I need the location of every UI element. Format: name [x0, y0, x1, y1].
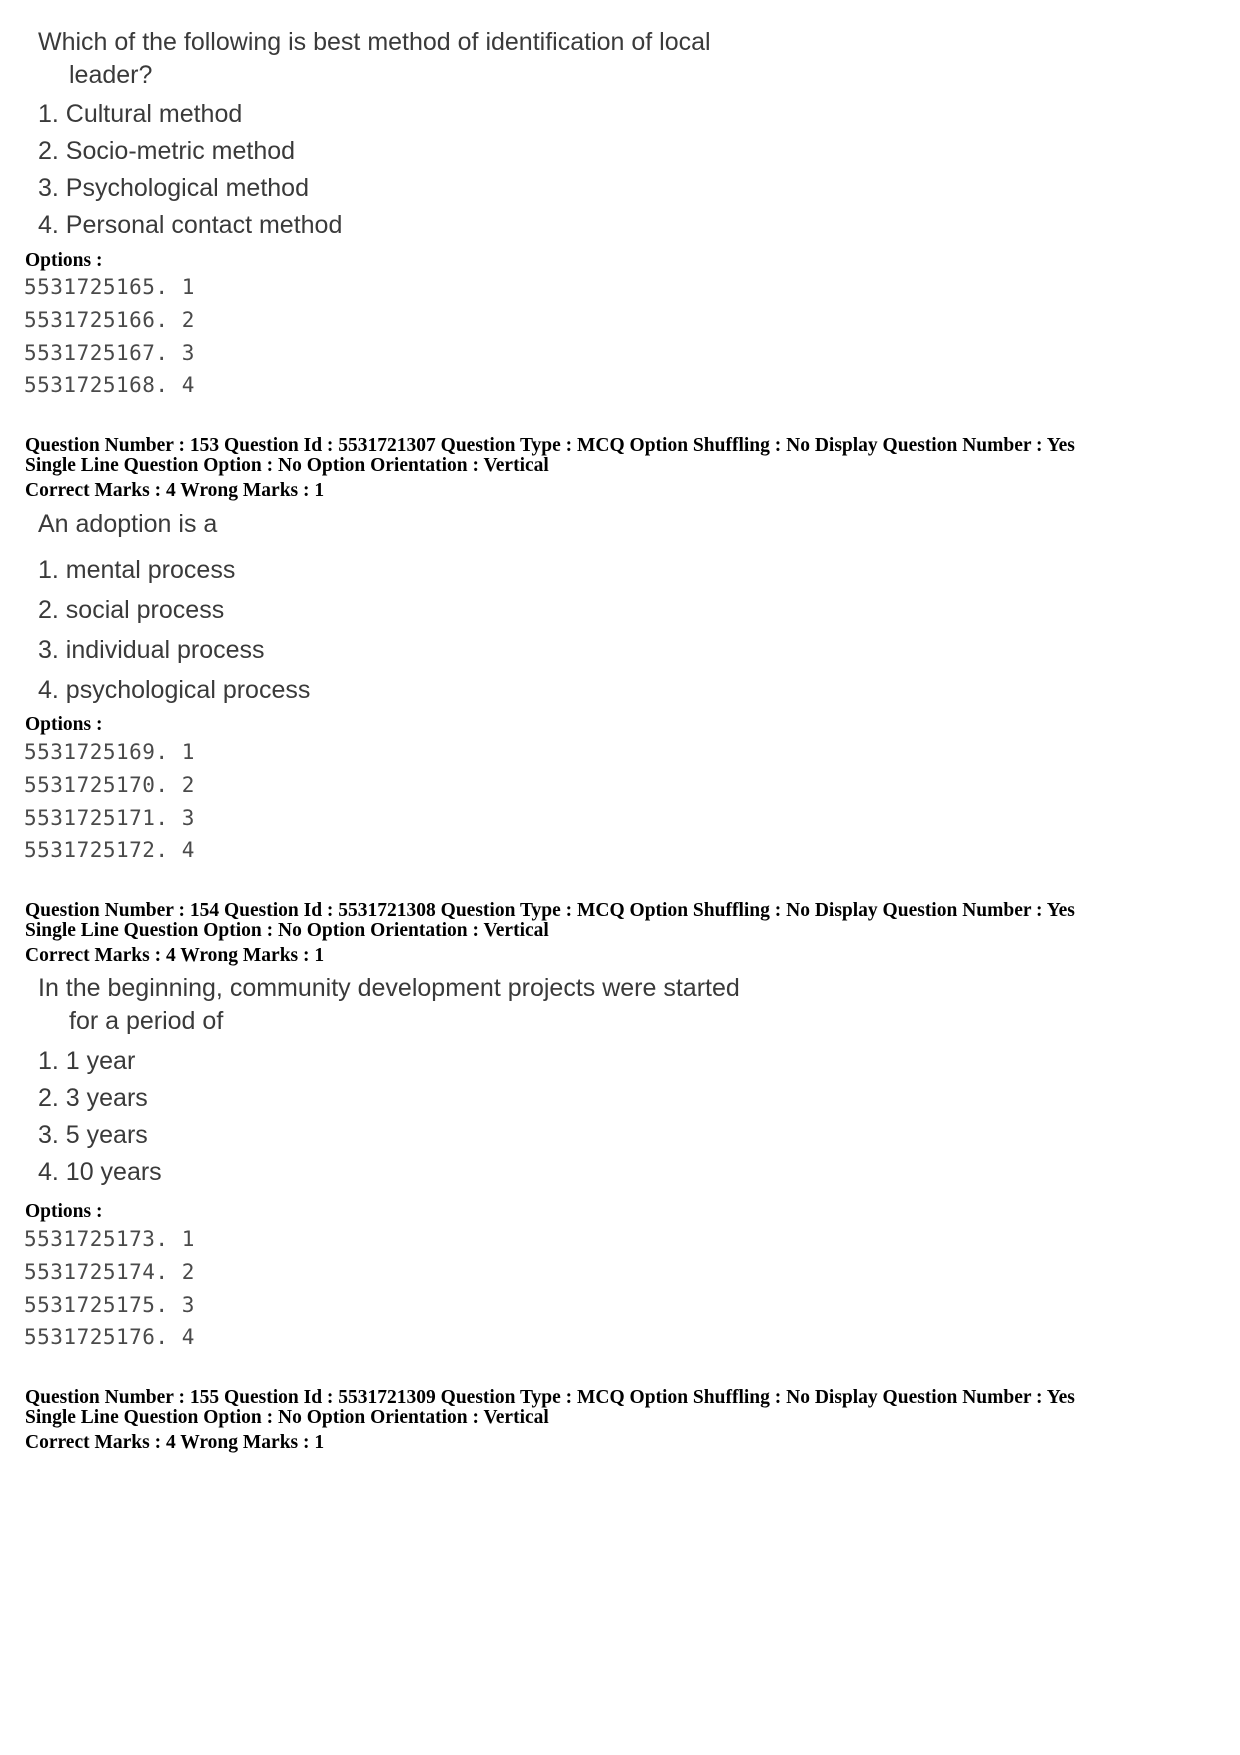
question-stem: [38, 972, 740, 1038]
question-meta: [25, 1388, 1075, 1428]
option-id: 5531725166. 2: [24, 308, 195, 332]
marks-line: Correct Marks : 4 Wrong Marks : 1: [25, 945, 325, 966]
question-meta-line: Single Line Question Option : No Option Orientation : Vertical: [25, 1407, 549, 1428]
answer-choice-text: 3. individual process: [38, 636, 265, 664]
answer-choice-text: 1. Cultural method: [38, 100, 243, 128]
option-id: 5531725173. 1: [24, 1227, 195, 1251]
question-stem-line: Which of the following is best method of identification of local: [38, 28, 711, 56]
option-id: 5531725171. 3: [24, 806, 195, 830]
option-id: 5531725176. 4: [24, 1325, 195, 1349]
option-id: 5531725167. 3: [24, 341, 195, 365]
answer-choice-text: 1. 1 year: [38, 1047, 136, 1075]
answer-choice: [38, 1082, 148, 1115]
answer-choice: [38, 594, 224, 627]
answer-choice: [38, 98, 242, 131]
answer-choice: [38, 674, 310, 707]
answer-choice-text: 3. 5 years: [38, 1121, 148, 1149]
options-label: Options :: [25, 1201, 103, 1222]
answer-choice: [38, 1045, 135, 1078]
question-meta-line: Single Line Question Option : No Option Orientation : Vertical: [25, 455, 549, 476]
answer-choice-text: 2. Socio-metric method: [38, 137, 296, 165]
answer-choice: [38, 554, 235, 587]
question-image: [38, 972, 740, 1038]
question-image: [38, 26, 711, 92]
marks-line: Correct Marks : 4 Wrong Marks : 1: [25, 1432, 325, 1453]
question-stem-line: In the beginning, community development projects were started: [38, 974, 740, 1002]
marks-line: Correct Marks : 4 Wrong Marks : 1: [25, 480, 325, 501]
option-id: 5531725172. 4: [24, 838, 195, 862]
question-stem-line: An adoption is a: [38, 510, 218, 538]
question-meta-line: Question Number : 155 Question Id : 5531721309 Question Type : MCQ Option Shuffling : No Display Question Number : Yes: [25, 1387, 1075, 1408]
answer-choice-text: 4. Personal contact method: [38, 211, 343, 239]
question-meta: [25, 436, 1075, 476]
option-id: 5531725165. 1: [24, 275, 195, 299]
answer-choice-text: 4. psychological process: [38, 676, 311, 704]
answer-choice-text: 2. 3 years: [38, 1084, 148, 1112]
answer-choice: [38, 1156, 162, 1189]
option-id: 5531725174. 2: [24, 1260, 195, 1284]
answer-choice-text: 3. Psychological method: [38, 174, 309, 202]
question-stem-line: for a period of: [69, 1007, 224, 1035]
answer-choice: [38, 172, 309, 205]
answer-choice: [38, 135, 295, 168]
answer-choice: [38, 634, 265, 667]
question-meta-line: Single Line Question Option : No Option Orientation : Vertical: [25, 920, 549, 941]
options-label: Options :: [25, 714, 103, 735]
option-id: 5531725168. 4: [24, 373, 195, 397]
answer-choice: [38, 209, 342, 242]
question-meta-line: Question Number : 154 Question Id : 5531721308 Question Type : MCQ Option Shuffling : No Display Question Number : Yes: [25, 900, 1075, 921]
option-id: 5531725169. 1: [24, 740, 195, 764]
question-stem-line: leader?: [69, 61, 153, 89]
answer-choice: [38, 1119, 148, 1152]
option-id: 5531725170. 2: [24, 773, 195, 797]
options-label: Options :: [25, 250, 103, 271]
option-id: 5531725175. 3: [24, 1293, 195, 1317]
question-stem: [38, 26, 711, 92]
answer-choice-text: 1. mental process: [38, 556, 236, 584]
question-meta-line: Question Number : 153 Question Id : 5531721307 Question Type : MCQ Option Shuffling : No Display Question Number : Yes: [25, 435, 1075, 456]
question-meta: [25, 901, 1075, 941]
answer-choice-text: 4. 10 years: [38, 1158, 162, 1186]
question-stem: [38, 508, 217, 541]
answer-choice-text: 2. social process: [38, 596, 225, 624]
